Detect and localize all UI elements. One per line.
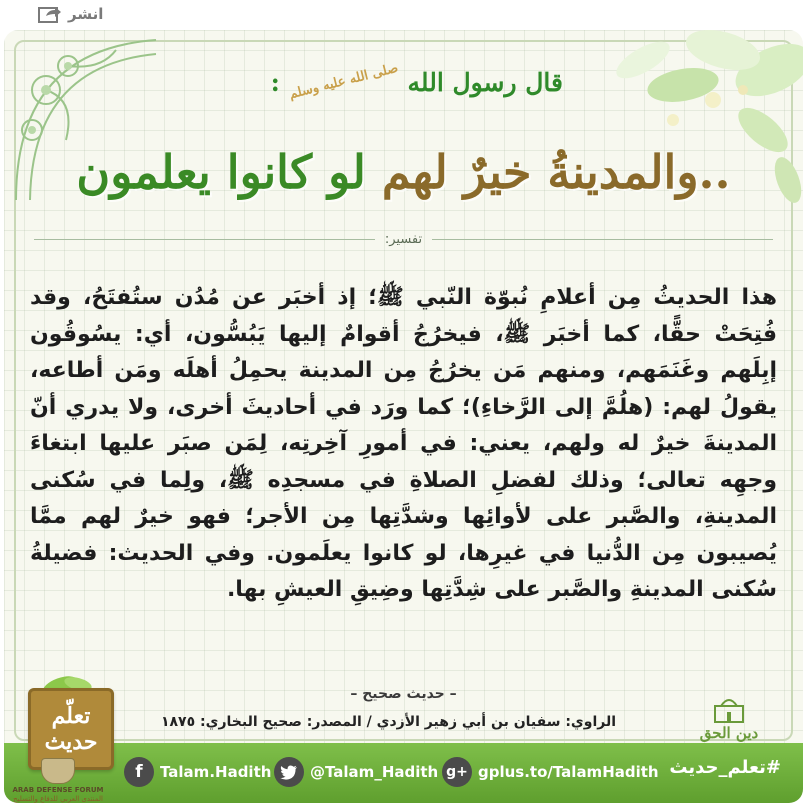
explanation-text: هذا الحديثُ مِن أعلامِ نُبوّة النّبي ﷺ؛ إذ أخبَر عن مُدُن ستُفتَحُ، وقد فُتِحَتْ حقًّا، كما أخبَر ﷺ، فيخرُجُ أقوامٌ إليها يَبُسُّون، أي: يسُوقُون إبِلَهم وغَنَمَهم، ومنهم مَن يخرُجُ مِن المدينة يحمِلُ أهلَه ومَن أطاعه، يقولُ لهم: (هلُمَّ إلى الرَّخاءِ)؛ كما ورَد في أحاديثَ أخرى، ولا يدري أنّ المدينةَ خيرٌ له ولهم، يعني: في أمورِ آخِرتِه، لِمَن صبَر عليها ابتغاءَ وجهِه تعالى؛ وذلك لفضلِ الصلاةِ في مسجدِه ﷺ، ولِما في سُكنى المدينةِ، والصَّبر على لأوائِها وشدَّتِها مِن الأجر؛ فهو خيرٌ لهم ممَّا يُصيبون مِن الدُّنيا في غيرِها، لو كانوا يعلَمون. وفي الحديث: فضيلةُ سُكنى المدينةِ والصَّبر على شِدَّتِها وضِيقِ العيشِ بها. <box>30 285 777 602</box>
facebook-handle: Talam.Hadith <box>160 763 272 781</box>
facebook-icon: f <box>124 757 154 787</box>
salawat-calligraphy: صلى الله عليه وسلم <box>287 61 400 103</box>
hashtag: #تعلم_حديث <box>669 757 781 778</box>
twitter-handle: @Talam_Hadith <box>310 763 439 781</box>
share-button[interactable] <box>38 4 103 24</box>
forum-name-en: ARAB DEFENSE FORUM <box>12 786 104 794</box>
forum-name-ar: المنتدى العربي للدفاع والتسليح <box>13 795 103 803</box>
title-part-1: ..والمدينةُ خيرٌ لهم <box>381 145 731 199</box>
twitter-link[interactable] <box>274 757 438 787</box>
twitter-icon <box>274 757 304 787</box>
hadith-grade: – حديث صحيح – <box>350 686 457 702</box>
separator-line-left <box>34 239 375 240</box>
explanation-separator <box>34 228 773 250</box>
facebook-link[interactable] <box>124 757 271 787</box>
deen-alhaq-text: دين الحق <box>699 724 759 742</box>
footer-bar <box>4 743 803 803</box>
gplus-link[interactable] <box>442 757 659 787</box>
intro-text: قال رسول الله <box>407 68 563 97</box>
top-bar <box>0 0 807 30</box>
gplus-icon: g+ <box>442 757 472 787</box>
intro-colon: : <box>270 68 280 97</box>
forum-watermark <box>8 758 108 803</box>
gplus-url: gplus.to/TalamHadith <box>478 763 659 781</box>
separator-line-right <box>432 239 773 240</box>
deen-alhaq-logo <box>699 686 759 742</box>
forum-emblem-icon <box>41 758 75 784</box>
title-part-2: لو كانوا يعلمون <box>76 145 366 199</box>
badge-word-2: حديث <box>44 729 98 755</box>
explanation-label: تفسير: <box>384 231 423 247</box>
share-icon <box>38 4 62 24</box>
talam-hadith-badge <box>18 672 118 767</box>
mosque-icon <box>709 694 749 724</box>
hadith-title <box>4 142 803 202</box>
hadith-source: الراوي: سفيان بن أبي زهير الأزدي / المصدر: صحيح البخاري: ١٨٧٥ <box>160 714 617 730</box>
share-label: انشر <box>68 5 104 23</box>
hadith-intro <box>270 61 563 103</box>
hadith-card <box>4 30 803 803</box>
badge-word-1: تعلّم <box>51 703 91 729</box>
